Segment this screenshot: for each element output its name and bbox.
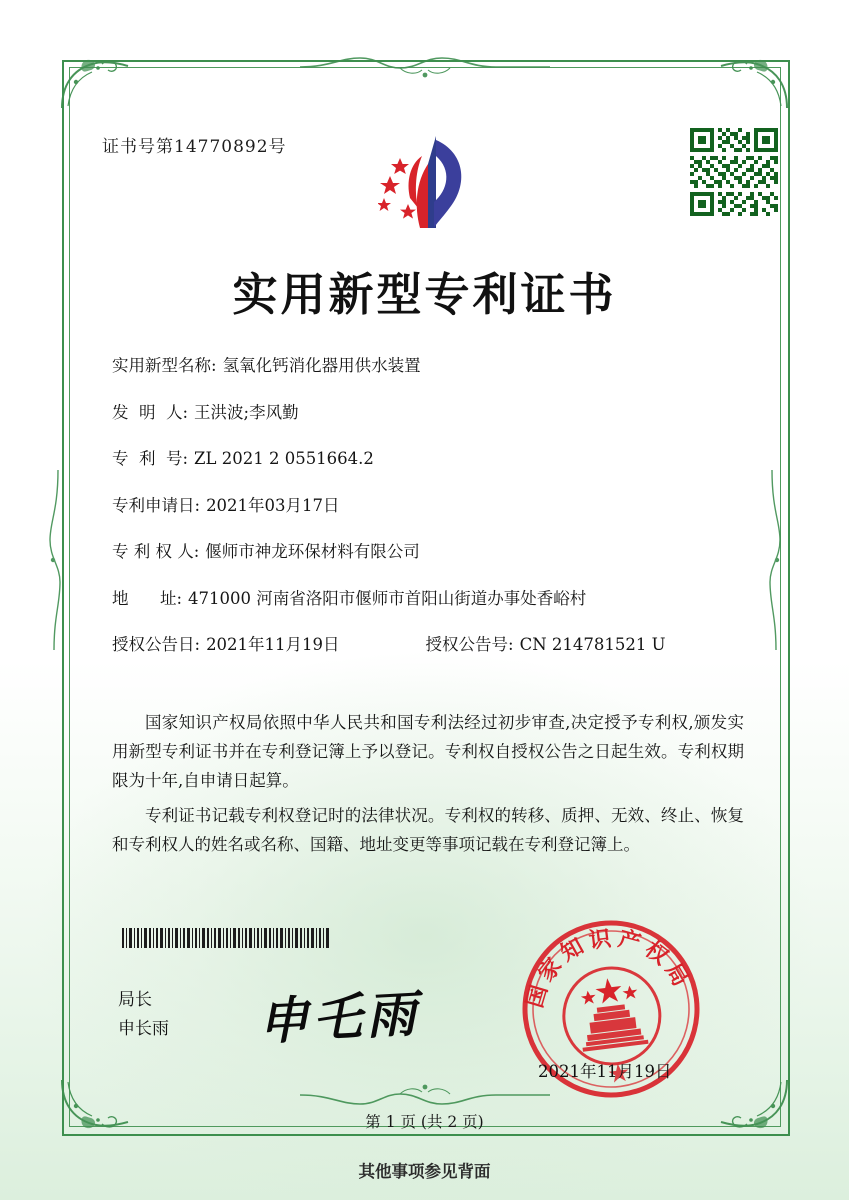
seal-top-text: 国家知识产权局	[522, 925, 696, 1011]
edge-ornament-icon	[300, 1082, 550, 1108]
signature-block	[118, 986, 169, 1044]
certificate-fields	[112, 352, 752, 678]
legal-paragraph-2: 专利证书记载专利权登记时的法律状况。专利权的转移、质押、无效、终止、恢复和专利权人的姓名或名称、国籍、地址变更等事项记载在专利登记簿上。	[112, 806, 744, 854]
grant-number-group	[426, 631, 666, 655]
grant-date-label: 授权公告日:	[112, 635, 201, 654]
page-number: 第 1 页 (共 2 页)	[365, 1113, 484, 1131]
corner-ornament-icon	[717, 56, 791, 112]
field-value: 2021年03月17日	[206, 495, 340, 515]
field-utility-model-name	[112, 352, 752, 376]
grant-number-label: 授权公告号:	[425, 635, 514, 654]
director-title: 局长	[118, 990, 152, 1010]
certificate-number: 证书号第14770892号	[102, 137, 287, 157]
legal-text-block	[112, 708, 744, 865]
field-inventor	[112, 399, 752, 423]
field-label: 地 址:	[112, 588, 183, 608]
field-grant-announcement	[112, 631, 752, 655]
page-title: 实用新型专利证书	[232, 268, 617, 321]
back-side-note: 其他事项参见背面	[358, 1162, 491, 1181]
legal-paragraph-1: 国家知识产权局依照中华人民共和国专利法经过初步审查,决定授予专利权,颁发实用新型专利证书并在专利登记簿上予以登记。专利权自授权公告之日起生效。专利权期限为十年,自申请日起算。	[112, 713, 744, 790]
edge-ornament-icon	[44, 470, 70, 650]
field-value: 氢氧化钙消化器用供水装置	[222, 356, 421, 375]
field-label: 专利申请日:	[112, 495, 201, 515]
field-label: 专 利 权 人:	[112, 542, 200, 561]
field-label: 专 利 号:	[112, 449, 189, 468]
field-address	[112, 585, 752, 609]
edge-ornament-icon	[300, 54, 550, 80]
cnipa-logo-icon	[378, 130, 490, 234]
field-patent-number	[112, 445, 752, 469]
handwritten-signature: 申乇雨	[256, 983, 422, 1052]
field-label: 发 明 人:	[112, 402, 189, 422]
field-value: 王洪波;李风勤	[194, 402, 299, 422]
corner-ornament-icon	[58, 56, 132, 112]
field-value: ZL 2021 2 0551664.2	[194, 449, 374, 468]
seal-date: 2021年11月19日	[538, 1062, 672, 1081]
qr-code-icon	[688, 126, 780, 218]
field-value: 偃师市神龙环保材料有限公司	[205, 542, 420, 561]
grant-number-value: CN 214781521 U	[519, 635, 666, 654]
field-value: 471000 河南省洛阳市偃师市首阳山街道办事处香峪村	[188, 588, 587, 608]
field-patentee	[112, 538, 752, 562]
field-label: 实用新型名称:	[112, 356, 217, 375]
grant-date-value: 2021年11月19日	[206, 635, 340, 654]
director-name: 申长雨	[118, 1019, 169, 1039]
field-application-date	[112, 492, 752, 516]
barcode-icon	[122, 928, 330, 948]
edge-ornament-icon	[760, 470, 786, 650]
